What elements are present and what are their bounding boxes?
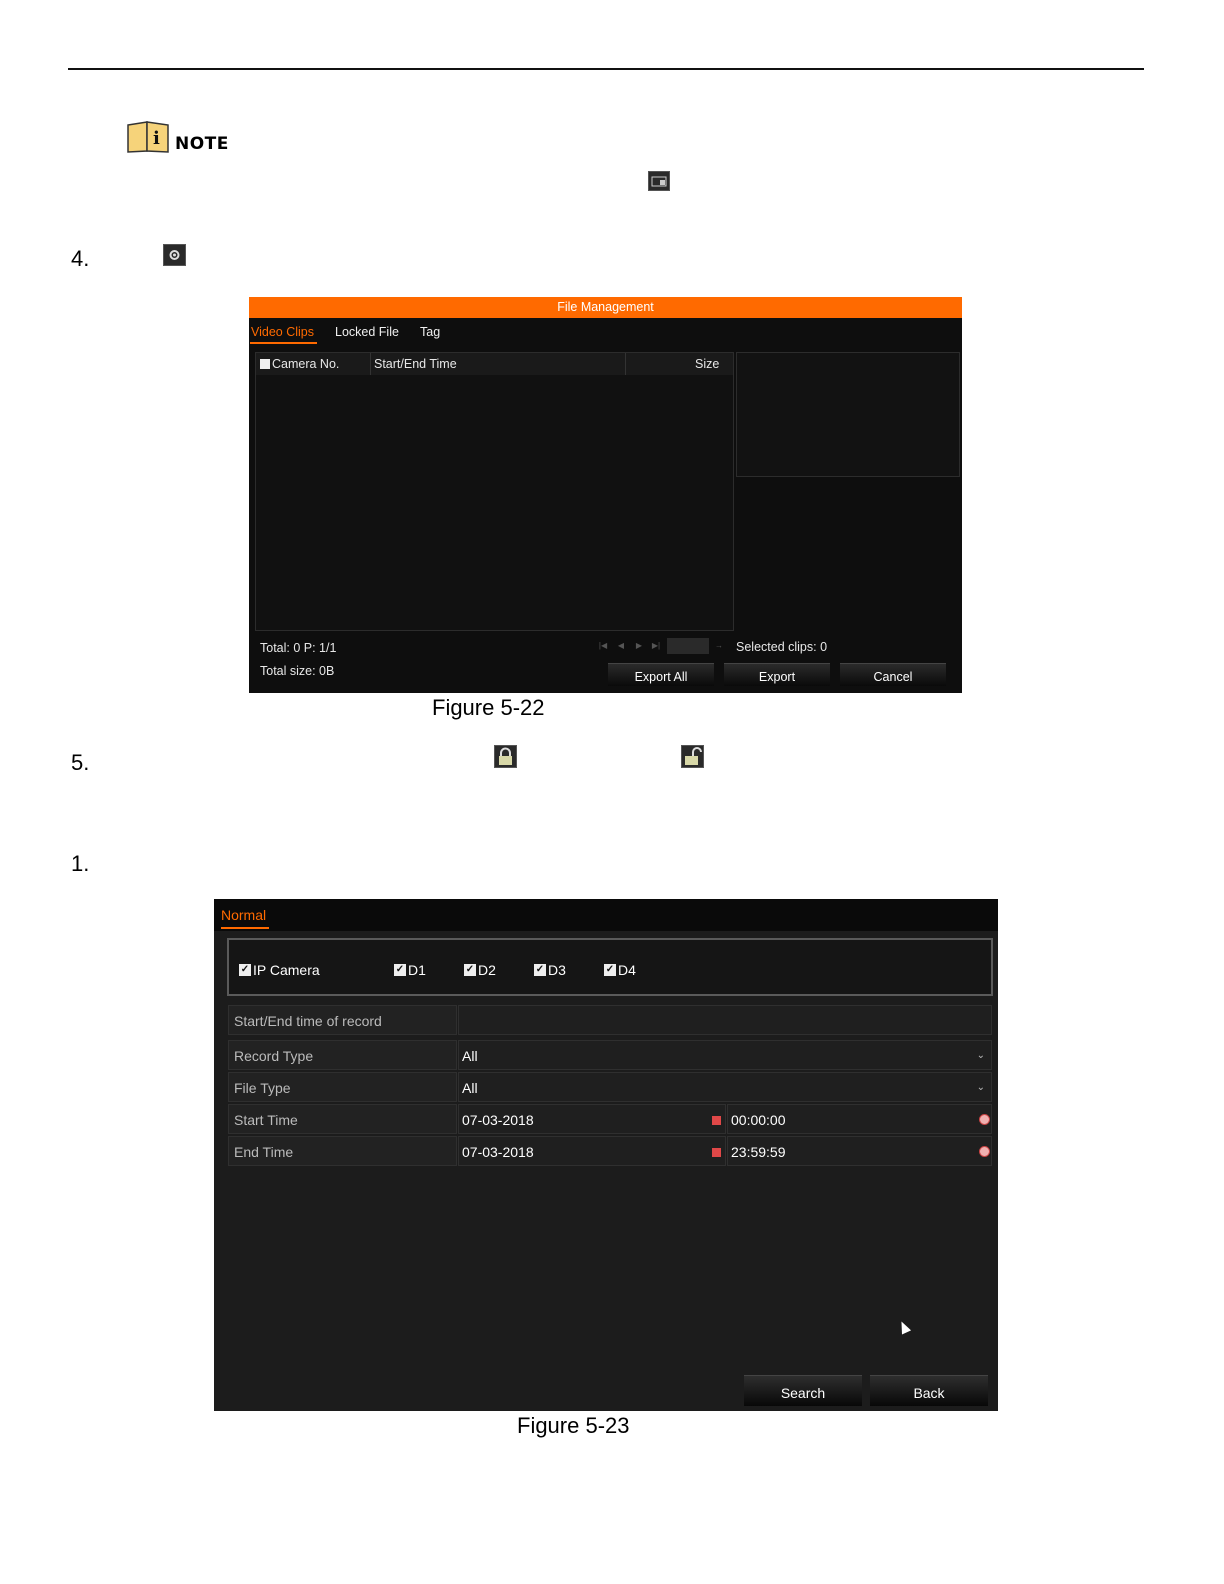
check-icon: ✓ [605, 964, 615, 975]
step-5-number: 5. [71, 750, 90, 775]
check-icon: ✓ [535, 964, 545, 975]
header-rule [68, 68, 1144, 70]
active-tab-indicator [221, 927, 269, 929]
start-time-value: 00:00:00 [731, 1112, 786, 1128]
record-type-label: Record Type [228, 1040, 457, 1070]
record-type-value: All [462, 1048, 478, 1064]
cancel-button[interactable]: Cancel [840, 663, 946, 686]
page-input[interactable] [667, 638, 709, 654]
first-page-icon[interactable]: |◀ [598, 641, 608, 650]
start-time-label: Start Time [228, 1104, 457, 1134]
dialog-title: File Management [249, 297, 962, 318]
ip-camera-checkbox[interactable] [239, 962, 320, 978]
camera-label: D4 [618, 962, 636, 978]
column-size[interactable]: Size [695, 357, 720, 371]
end-time-row [228, 1136, 992, 1166]
column-divider [625, 353, 626, 375]
export-all-button[interactable]: Export All [608, 663, 714, 686]
camera-d2-checkbox[interactable] [464, 962, 496, 978]
back-button[interactable]: Back [870, 1375, 988, 1406]
camera-label: D2 [478, 962, 496, 978]
selected-clips: Selected clips: 0 [736, 640, 828, 654]
step-1-number: 1. [71, 851, 90, 876]
total-size: Total size: 0B [260, 664, 335, 678]
active-tab-indicator [250, 342, 317, 344]
end-time-field[interactable] [727, 1136, 992, 1166]
unlock-icon [681, 745, 704, 768]
chevron-down-icon: ⌄ [976, 1082, 985, 1093]
camera-selection [227, 938, 993, 996]
tab-bar [214, 899, 998, 931]
camera-d3-checkbox[interactable] [534, 962, 566, 978]
start-time-field[interactable] [727, 1104, 992, 1134]
end-date-value: 07-03-2018 [462, 1144, 534, 1160]
calendar-icon[interactable] [712, 1116, 721, 1125]
export-clip-icon [648, 171, 670, 191]
tab-normal[interactable]: Normal [221, 907, 267, 923]
clock-icon[interactable] [979, 1114, 990, 1125]
end-time-label: End Time [228, 1136, 457, 1166]
select-all-checkbox[interactable] [260, 359, 270, 369]
file-type-select[interactable] [458, 1072, 992, 1102]
ip-camera-label: IP Camera [253, 962, 320, 978]
svg-text:i: i [153, 128, 160, 149]
search-button[interactable]: Search [744, 1375, 862, 1406]
step-4-number: 4. [71, 246, 90, 271]
pager [597, 640, 723, 654]
last-page-icon[interactable]: ▶| [651, 641, 661, 650]
camera-d1-checkbox[interactable] [394, 962, 426, 978]
start-date-value: 07-03-2018 [462, 1112, 534, 1128]
next-page-icon[interactable]: ▶ [635, 641, 643, 650]
check-icon: ✓ [395, 964, 405, 975]
tab-video-clips[interactable]: Video Clips [251, 325, 315, 339]
file-type-value: All [462, 1080, 478, 1096]
clip-list[interactable] [255, 352, 734, 631]
calendar-icon[interactable] [712, 1148, 721, 1157]
file-type-label: File Type [228, 1072, 457, 1102]
check-icon: ✓ [465, 964, 475, 975]
start-time-row [228, 1104, 992, 1134]
check-icon: ✓ [240, 964, 250, 975]
tab-locked-file[interactable]: Locked File [335, 325, 399, 339]
go-page-icon[interactable]: → [715, 641, 723, 650]
lock-icon [494, 745, 517, 768]
clip-list-header [256, 353, 733, 375]
column-start-end-time[interactable]: Start/End Time [374, 357, 457, 371]
start-date-field[interactable] [458, 1104, 726, 1134]
record-time-label: Start/End time of record [228, 1005, 457, 1035]
clock-icon[interactable] [979, 1146, 990, 1157]
search-dialog [214, 899, 998, 1411]
note-label: NOTE [175, 134, 229, 154]
total-count: Total: 0 P: 1/1 [260, 641, 337, 655]
tab-tag[interactable]: Tag [420, 325, 441, 339]
record-type-select[interactable] [458, 1040, 992, 1070]
tab-bar [249, 319, 962, 345]
info-book-icon [127, 121, 171, 153]
record-time-row [228, 1005, 992, 1035]
record-type-row [228, 1040, 992, 1070]
column-camera-no[interactable]: Camera No. [272, 357, 340, 371]
figure-caption: Figure 5-22 [432, 695, 545, 720]
record-time-value [458, 1005, 992, 1035]
end-date-field[interactable] [458, 1136, 726, 1166]
figure-caption: Figure 5-23 [517, 1413, 630, 1438]
camera-label: D3 [548, 962, 566, 978]
prev-page-icon[interactable]: ◀ [617, 641, 625, 650]
camera-d4-checkbox[interactable] [604, 962, 636, 978]
end-time-value: 23:59:59 [731, 1144, 786, 1160]
chevron-down-icon: ⌄ [976, 1050, 985, 1061]
column-divider [370, 353, 371, 375]
file-management-dialog [249, 297, 962, 693]
mouse-cursor-icon [897, 1319, 911, 1334]
export-button[interactable]: Export [724, 663, 830, 686]
preview-pane [736, 352, 960, 477]
gear-icon [163, 244, 186, 266]
camera-label: D1 [408, 962, 426, 978]
file-type-row [228, 1072, 992, 1102]
